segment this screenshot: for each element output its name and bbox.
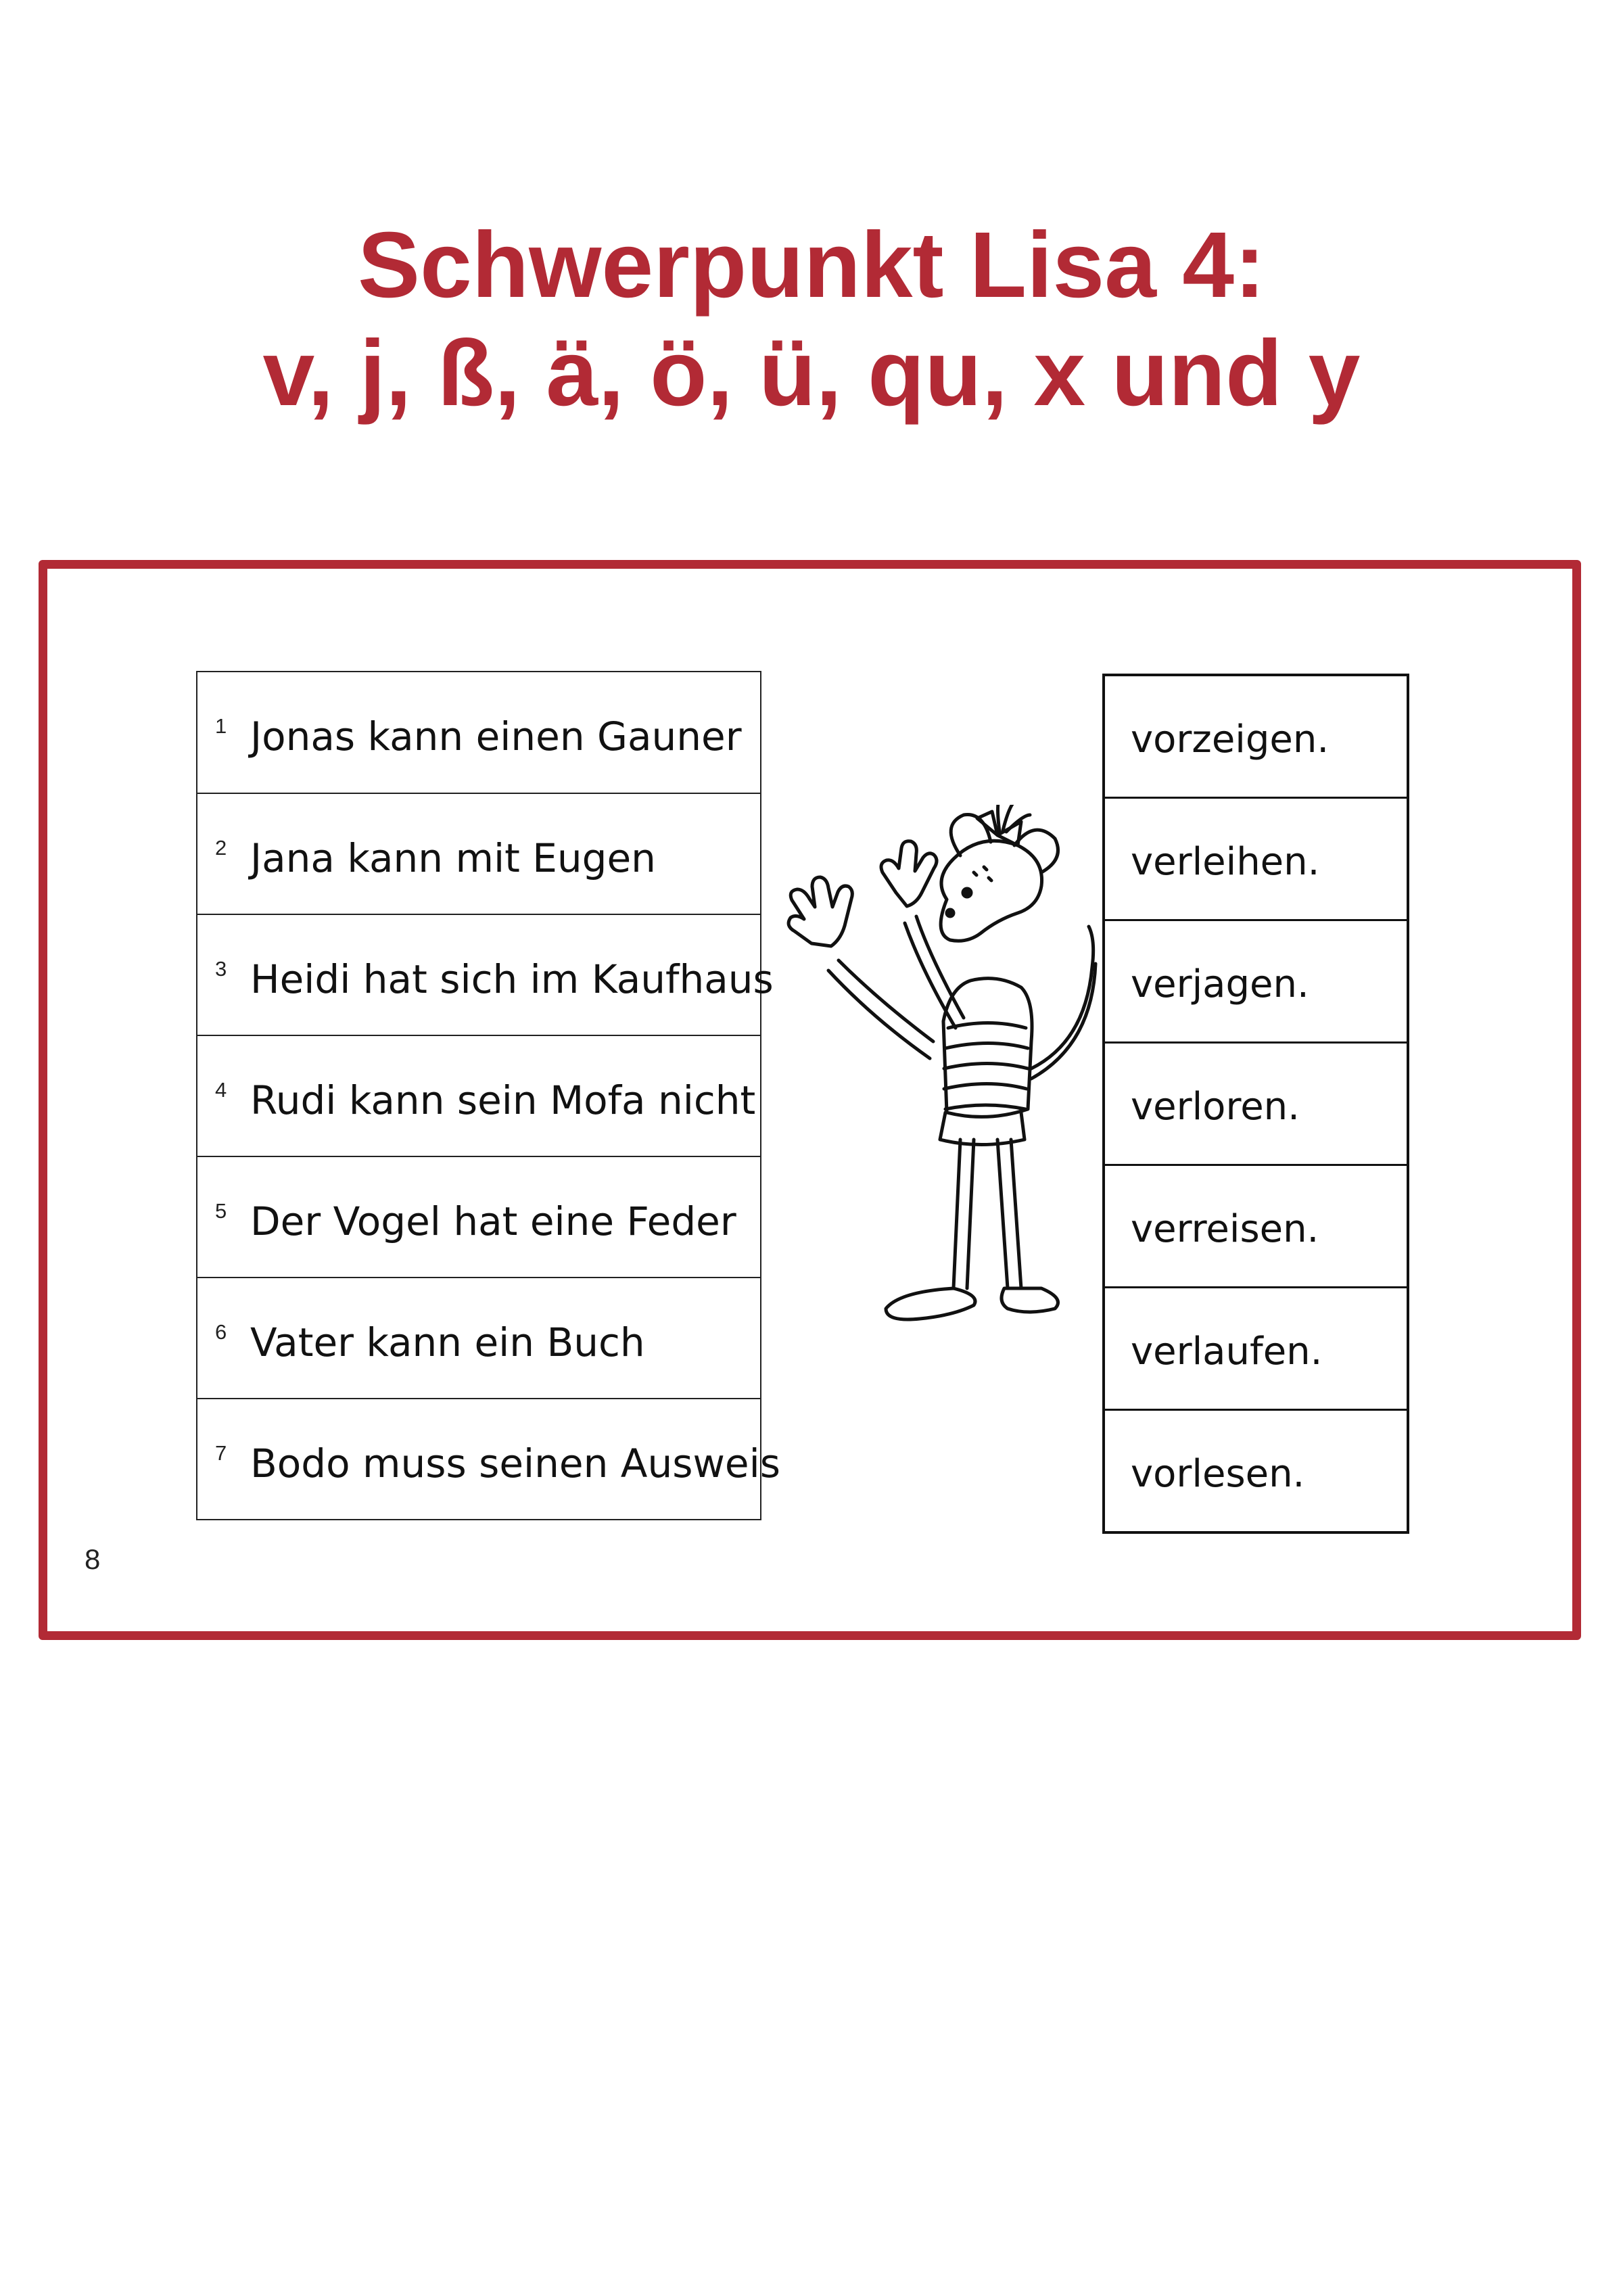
sentence-row-2[interactable]: [197, 793, 760, 914]
sentence-start: Bodo muss seinen Ausweis: [250, 1440, 780, 1486]
row-number: 7: [215, 1441, 227, 1465]
title-line-2: v, j, ß, ä, ö, ü, qu, x und y: [262, 321, 1361, 425]
row-number: 4: [215, 1078, 227, 1102]
ending-row-2[interactable]: [1105, 797, 1407, 919]
sentence-start: Der Vogel hat eine Feder: [250, 1198, 736, 1244]
row-number: 5: [215, 1199, 227, 1223]
sentence-row-6[interactable]: [197, 1277, 760, 1398]
sentence-ending: vorzeigen.: [1131, 718, 1330, 762]
row-number: 1: [215, 714, 227, 738]
row-number: 2: [215, 836, 227, 860]
sentence-ending: verlaufen.: [1131, 1330, 1323, 1374]
sentence-start: Jonas kann einen Gauner: [250, 713, 742, 759]
sentence-row-3[interactable]: [197, 914, 774, 1035]
sentence-row-4[interactable]: [197, 1035, 760, 1156]
sentence-row-7[interactable]: [197, 1398, 780, 1519]
title-line-1: Schwerpunkt Lisa 4:: [358, 213, 1265, 317]
sentence-ending: vorlesen.: [1131, 1452, 1305, 1496]
sentence-ending: verreisen.: [1131, 1207, 1319, 1251]
cartoon-mouse-lisa-icon: [771, 805, 1102, 1346]
row-number: 3: [215, 957, 227, 981]
sentence-ending: verjagen.: [1131, 962, 1309, 1006]
ending-row-4[interactable]: [1105, 1041, 1407, 1164]
sentence-ending: verleihen.: [1131, 840, 1320, 884]
ending-row-5[interactable]: [1105, 1164, 1407, 1286]
sentence-row-5[interactable]: [197, 1156, 760, 1277]
sentence-start-table: [196, 671, 780, 1520]
ending-row-7[interactable]: [1105, 1409, 1407, 1531]
page-number: 8: [85, 1543, 101, 1575]
row-number: 6: [215, 1320, 227, 1344]
sentence-start: Rudi kann sein Mofa nicht: [250, 1077, 756, 1123]
sentence-start: Jana kann mit Eugen: [250, 835, 656, 881]
ending-row-1[interactable]: [1105, 676, 1407, 797]
ending-row-6[interactable]: [1105, 1286, 1407, 1409]
sentence-start: Heidi hat sich im Kaufhaus: [250, 956, 774, 1002]
sentence-start: Vater kann ein Buch: [250, 1319, 645, 1365]
ending-row-3[interactable]: [1105, 919, 1407, 1041]
sentence-row-1[interactable]: [197, 672, 760, 793]
page-title: [0, 211, 1623, 427]
sentence-ending-table: [1102, 674, 1409, 1534]
sentence-ending: verloren.: [1131, 1085, 1300, 1129]
